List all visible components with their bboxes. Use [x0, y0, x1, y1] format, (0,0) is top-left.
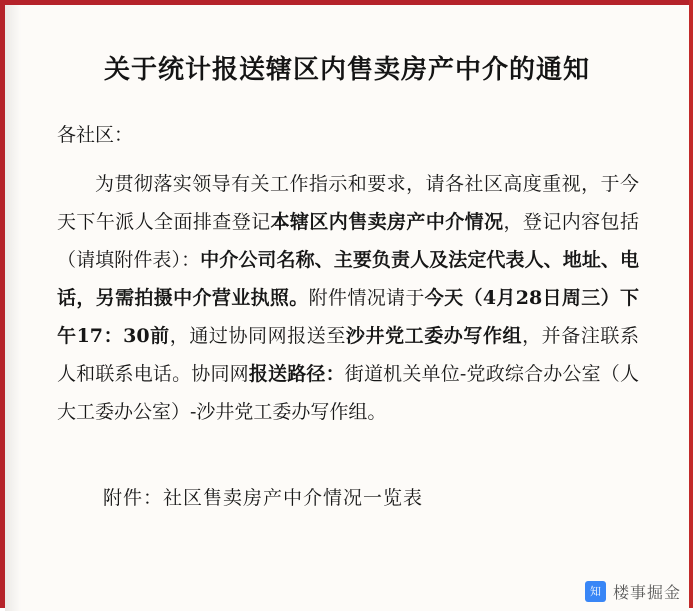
- body-segment-5: 今天（4月28日周三）下午17：30前: [57, 287, 639, 347]
- body-segment-4: 附件情况请于: [308, 287, 425, 309]
- body-segment-2: ，登记内容包括（请填附件表）：: [57, 211, 639, 271]
- body-segment-7: 沙井党工委办写作组: [345, 325, 523, 347]
- body-segment-1: 本辖区内售卖房产中介情况: [270, 211, 504, 233]
- body-paragraph: [5, 147, 689, 431]
- attachment-note: 附件：社区售卖房产中介情况一览表: [103, 487, 424, 509]
- document-body: [5, 5, 689, 611]
- body-segment-6: ，通过协同网报送至: [169, 325, 346, 347]
- zhihu-logo-icon: 知: [585, 581, 606, 602]
- body-segment-3: 中介公司名称、主要负责人及法定代表人、地址、电话，另需拍摄中介营业执照。: [57, 249, 639, 309]
- page-title: 关于统计报送辖区内售卖房产中介的通知: [103, 55, 590, 85]
- salutation: 各社区：: [57, 124, 134, 146]
- body-segment-9: 报送路径：: [248, 363, 345, 385]
- watermark-label: 楼事掘金: [612, 583, 681, 602]
- watermark: [585, 580, 681, 603]
- body-segment-8: ，并备注联系人和联系电话。协同网: [57, 325, 639, 385]
- body-segment-0: 为贯彻落实领导有关工作指示和要求，请各社区高度重视，于今天下午派人全面排查登记: [57, 173, 639, 233]
- page-border-right: [689, 0, 693, 611]
- body-segment-10: 街道机关单位-党政综合办公室（人大工委办公室）-沙井党工委办写作组。: [57, 363, 639, 423]
